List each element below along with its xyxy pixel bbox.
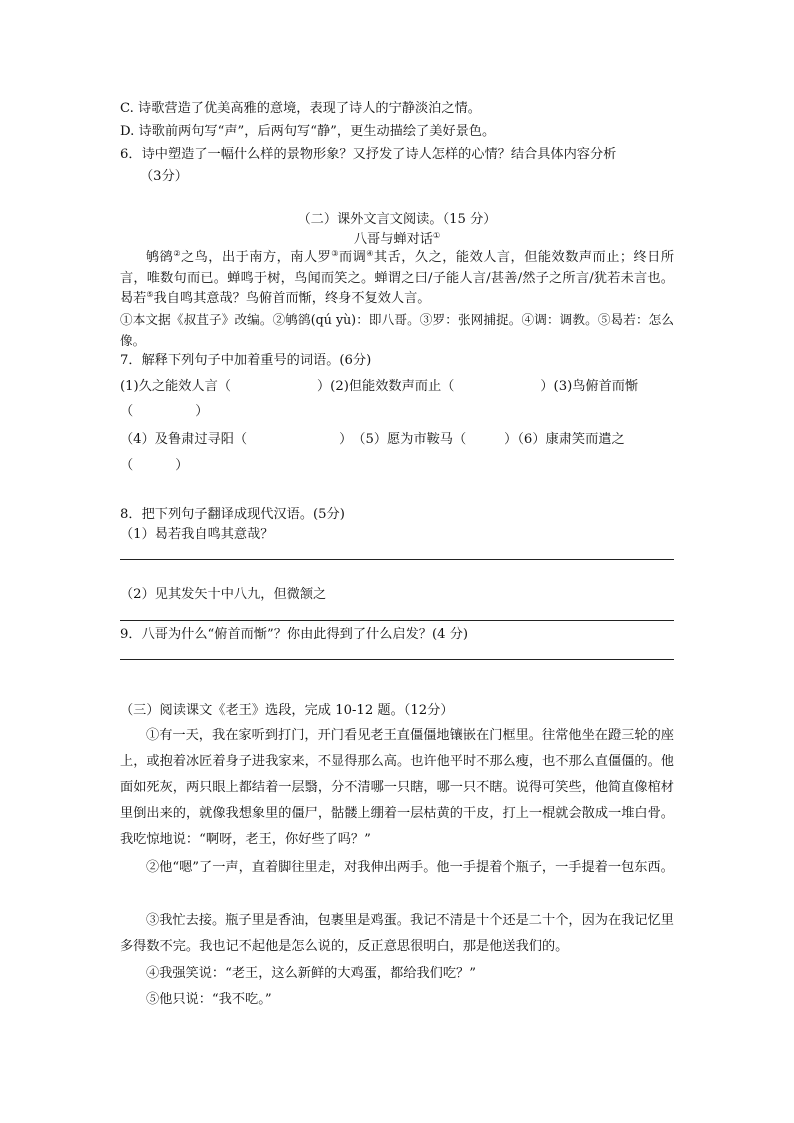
question-7-row-2 xyxy=(120,403,208,421)
question-7-row-3 xyxy=(120,431,625,449)
question-7-row-1 xyxy=(120,378,638,396)
q7-item-3: ）(3)鸟俯首而惭 xyxy=(540,379,639,394)
answer-line[interactable] xyxy=(120,620,674,621)
classical-passage xyxy=(120,248,674,310)
footnote-marker: ① xyxy=(432,231,441,240)
paragraph-5: ⑤他只说：“我不吃。” xyxy=(146,992,272,1007)
footnote-marker: ② xyxy=(173,249,181,258)
paragraph-3: ③我忙去接。瓶子里是香油，包裹里是鸡蛋。我记不清是十个还是二十个，因为在我记忆里多得数不完。我也记不起他是怎么说的，反正意思很明白，那是他送我们的。 xyxy=(120,913,674,954)
q7-item-3-close: ） xyxy=(195,404,209,419)
question-8-sentence-1: （1）曷若我自鸣其意哉？ xyxy=(120,527,274,542)
passage-title-text: 八哥与蝉对话 xyxy=(353,232,433,247)
passage-text: 而调 xyxy=(338,250,367,265)
passage-text: 其舌，久之，能效人言，但能效数声而止；终日所言，唯数句而已。蝉鸣于树，鸟闻而笑之。蝉谓之曰/子能人言/甚善/然子之所言/犹若未言也。曷若 xyxy=(120,250,675,306)
section-3-heading: （三）阅读课文《老王》选段，完成 10-12 题。（12分） xyxy=(120,703,454,718)
q7-item-4: （4）及鲁肃过寻阳（ xyxy=(120,432,248,447)
paragraph-1: ①有一天，我在家听到打门，开门看见老王直僵僵地镶嵌在门框里。往常他坐在蹬三轮的座上，或抱着冰匠着身子进我家来，不显得那么高。也许他平时不那么瘦，也不那么直僵僵的。他面如死灰，两只眼上都结着一层翳，分不清哪一只瞎，哪一只不瞎。说得可笑些，他简直像棺材里倒出来的，就像我想象里的僵尸，骷髅上绷着一层枯黄的干皮，打上一棍就会散成一堆白骨。我吃惊地说：“啊呀，老王，你好些了吗？” xyxy=(120,728,674,847)
section-2-heading: （二）课外文言文阅读。（15 分） xyxy=(297,212,497,227)
footnote-marker: ③ xyxy=(331,249,339,258)
answer-line[interactable] xyxy=(120,559,674,560)
passage-text: 之鸟，出于南方，南人罗 xyxy=(180,250,332,265)
passage-text: 鸲鹆 xyxy=(146,250,174,265)
question-6: 6．诗中塑造了一幅什么样的景物形象？又抒发了诗人怎样的心情？结合具体内容分析 xyxy=(120,147,617,162)
option-d: D. 诗歌前两句写“声”，后两句写“静”，更生动描绘了美好景色。 xyxy=(120,124,496,139)
passage-title xyxy=(0,231,794,249)
answer-line[interactable] xyxy=(120,659,674,660)
q7-item-2: ）(2)但能效数声而止（ xyxy=(317,379,455,394)
question-8-sentence-2: （2）见其发矢十中八九，但微颔之 xyxy=(120,587,327,602)
q7-item-6-close: ） xyxy=(175,458,189,473)
question-7: 7．解释下列句子中加着重号的词语。(6分) xyxy=(120,353,372,368)
q7-item-3-open: （ xyxy=(120,404,134,419)
footnote-marker: ④ xyxy=(366,249,374,258)
question-8: 8．把下列句子翻译成现代汉语。(5分) xyxy=(120,507,345,522)
q7-item-5: ） （5）愿为市鞍马（ xyxy=(339,432,467,447)
paragraph-4: ④我强笑说：“老王，这么新鲜的大鸡蛋，都给我们吃？” xyxy=(146,966,476,981)
footnote-marker: ⑤ xyxy=(146,290,154,299)
question-7-row-4 xyxy=(120,457,188,475)
q7-item-1: (1)久之能效人言（ xyxy=(120,379,231,394)
q7-item-6: ）（6）康肃笑而遣之 xyxy=(504,432,625,447)
passage-notes: ①本文据《叔苴子》改编。②鸲鹆(qú yù)：即八哥。③罗：张网捕捉。④调：调教。⑤曷若：怎么像。 xyxy=(120,312,674,348)
question-6-score: （3分） xyxy=(140,169,188,184)
option-c: C. 诗歌营造了优美高雅的意境，表现了诗人的宁静淡泊之情。 xyxy=(120,101,481,116)
question-9: 9．八哥为什么“俯首而惭”？你由此得到了什么启发？(4 分) xyxy=(120,627,469,642)
paragraph-2: ②他“嗯”了一声，直着脚往里走，对我伸出两手。他一手提着个瓶子，一手提着一包东西。 xyxy=(146,860,674,875)
q7-item-6-open: （ xyxy=(120,458,134,473)
passage-text: 我自鸣其意哉？鸟俯首而惭，终身不复效人言。 xyxy=(153,291,431,306)
